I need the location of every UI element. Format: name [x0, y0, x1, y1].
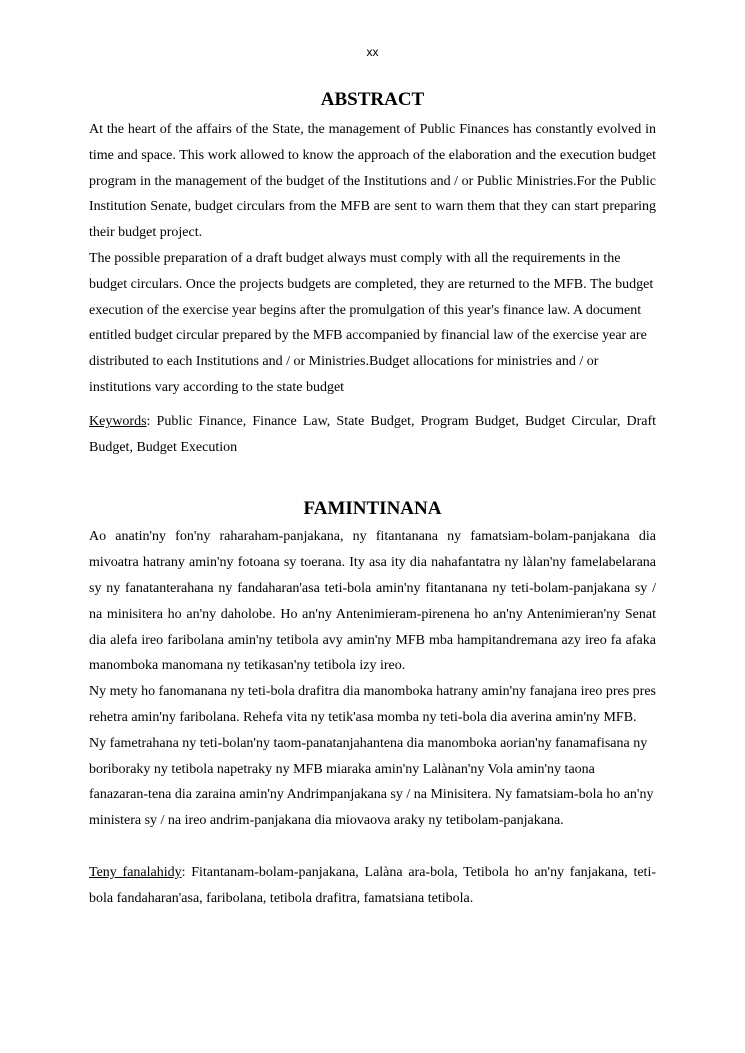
- famintinana-paragraph-2: Ny mety ho fanomanana ny teti-bola drafitra dia manomboka hatrany amin'ny fanajana ireo pres pres rehetra amin'ny faribolana. Rehefa vita ny tetik'asa momba ny teti-bola dia averina amin'ny MFB. Ny fametrahana ny teti-bolan'ny taom-panatanjahantena dia manomboka aorian'ny fanamafisana ny boriboraky ny tetibola napetraky ny MFB miaraka amin'ny Lalànan'ny Vola amin'ny taona fanazaran-tena dia zaraina amin'ny Andrimpanjakana sy / na Minisitera. Ny famatsiam-bola ho an'ny ministera sy / na ireo andrim-panjakana dia miovaova araky ny tetibolam-panjakana.: [89, 684, 656, 829]
- abstract-title: ABSTRACT: [320, 89, 425, 110]
- abstract-keywords-text: : Public Finance, Finance Law, State Budget, Program Budget, Budget Circular, Draft Budget, Budget Execution: [89, 413, 656, 455]
- famintinana-title: FAMINTINANA: [303, 498, 442, 520]
- page-number: xx: [366, 45, 379, 59]
- abstract-paragraph-2: The possible preparation of a draft budget always must comply with all the requirements in the budget circulars. Once the projects budgets are completed, they are returned to the MFB. The budget execution of the exercise year begins after the promulgation of this year's finance law. A document entitled budget circular prepared by the MFB accompanied by financial law of the exercise year are distributed to each Institutions and / or Ministries.Budget allocations for ministries and / or institutions vary according to the state budget: [89, 250, 654, 395]
- famintinana-keywords: [89, 860, 656, 912]
- abstract-section: [89, 87, 656, 460]
- page-content: [89, 86, 656, 912]
- famintinana-keywords-text: : Fitantanam-bolam-panjakana, Lalàna ara-bola, Tetibola ho an'ny fanjakana, teti-bola fandaharan'asa, faribolana, tetibola drafitra, famatsiana tetibola.: [89, 864, 656, 906]
- famintinana-section: [89, 496, 656, 911]
- abstract-paragraph-1: At the heart of the affairs of the State, the management of Public Finances has constantly evolved in time and space. This work allowed to know the approach of the elaboration and the execution budget program in the management of the budget of the Institutions and / or Public Ministries.For the Public Institution Senate, budget circulars from the MFB are sent to warn them that they can start preparing their budget project.: [89, 122, 656, 241]
- famintinana-paragraph-1: Ao anatin'ny fon'ny raharaham-panjakana, ny fitantanana ny famatsiam-bolam-panjakana dia mivoatra hatrany amin'ny fotoana sy toerana. Ity asa ity dia nahafantatra ny làlan'ny famelabelarana sy ny fanatanterahana ny fandaharan'asa teti-bola amin'ny fitantanana ny teti-bolam-panjakana sy / na minisitera ho an'ny daholobe. Ho an'ny Antenimieram-pirenena ho an'ny Antenimieran'ny Senat dia alefa ireo faribolana amin'ny tetibola avy amin'ny MFB mba hampitandremana azy ireo fa afaka manomboka manomana ny tetikasan'ny tetibola izy ireo.: [89, 529, 656, 674]
- abstract-keywords-label: Keywords: [89, 413, 147, 429]
- abstract-keywords: [89, 409, 656, 461]
- famintinana-keywords-label: Teny fanalahidy: [89, 864, 182, 880]
